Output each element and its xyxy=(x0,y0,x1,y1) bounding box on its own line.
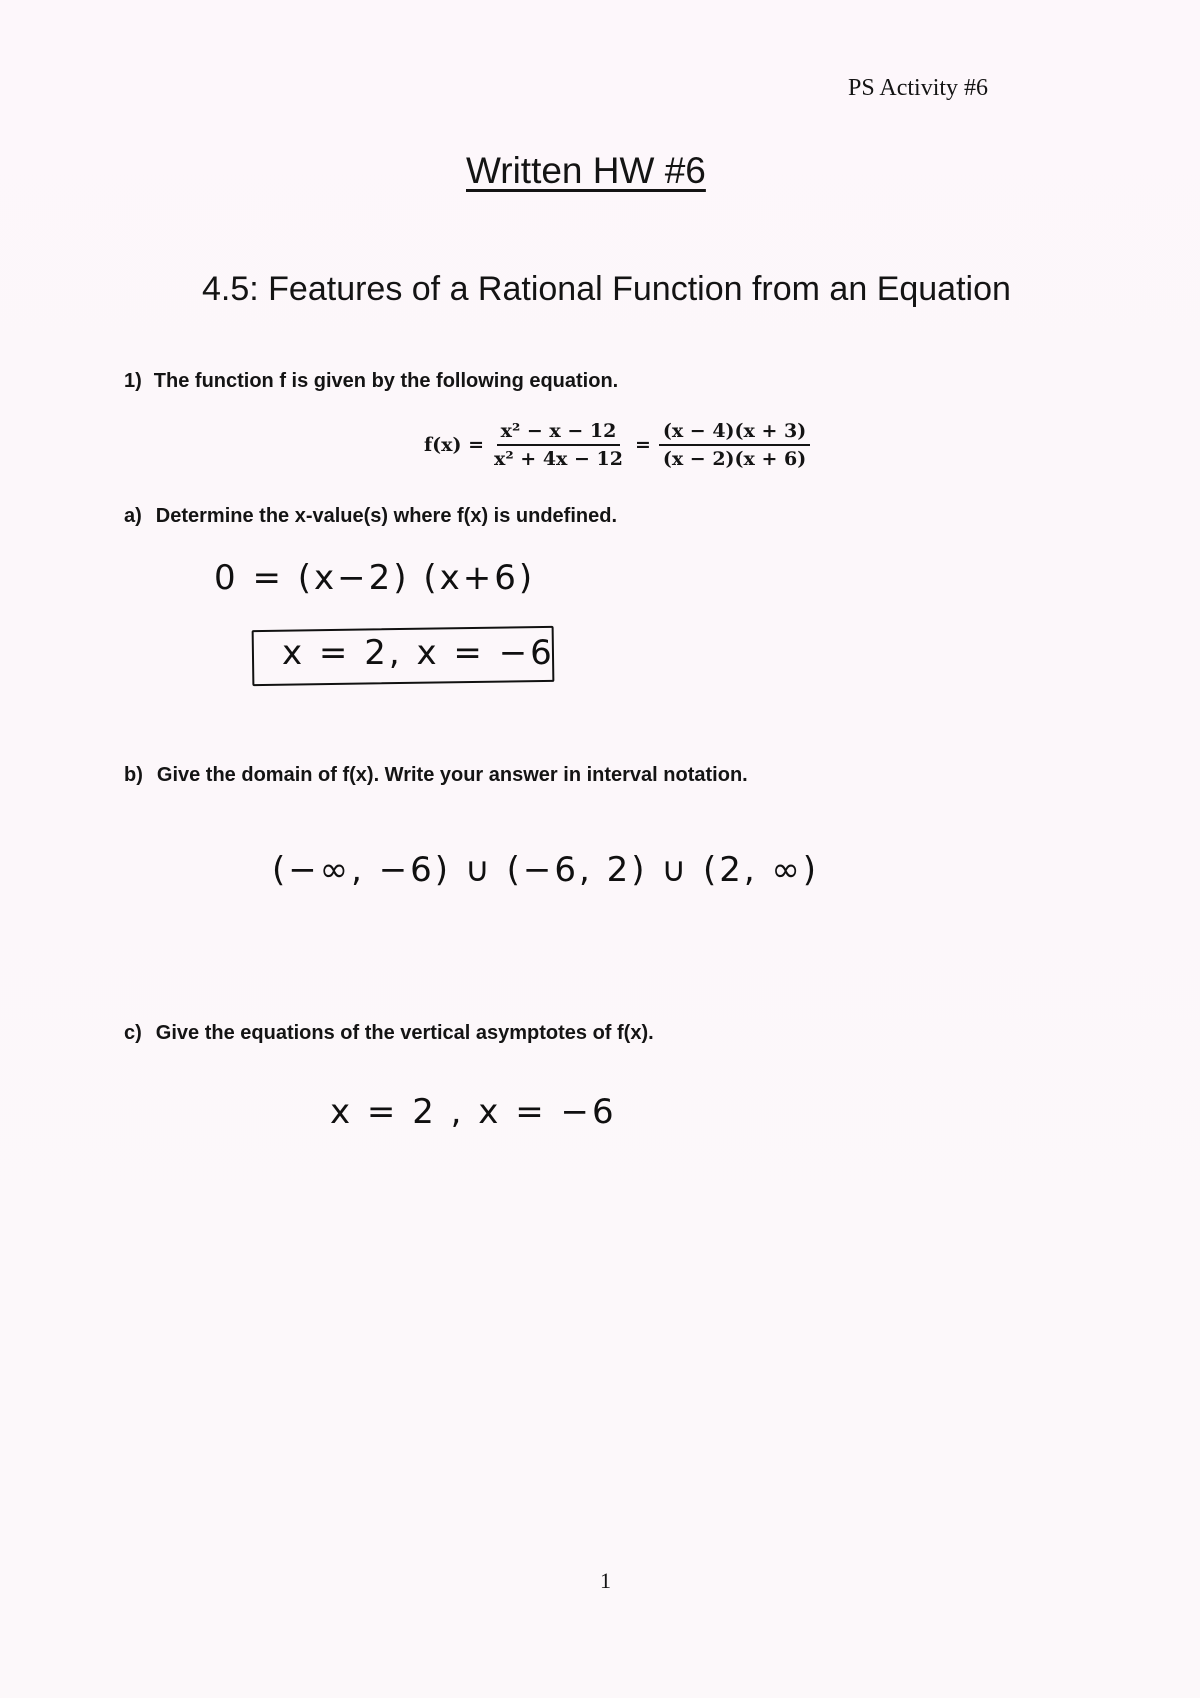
part-a-label: a) xyxy=(124,505,142,527)
part-a-text: Determine the x-value(s) where f(x) is undefined. xyxy=(155,505,618,527)
fraction-unfactored xyxy=(490,420,627,470)
part-b-prompt xyxy=(124,764,748,787)
fraction-factored xyxy=(659,420,810,470)
fraction-numerator: (x − 4)(x + 3) xyxy=(659,420,810,446)
part-c-answer: x = 2 , x = −6 xyxy=(330,1092,617,1132)
part-c-text: Give the equations of the vertical asymptotes of f(x). xyxy=(155,1022,654,1044)
fraction-denominator: x² + 4x − 12 xyxy=(494,448,623,470)
section-title: 4.5: Features of a Rational Function from an Equation xyxy=(202,270,1011,308)
question-1-prompt xyxy=(124,370,618,393)
part-a-work: 0 = (x−2) (x+6) xyxy=(214,558,536,598)
part-a-answer: x = 2, x = −6 xyxy=(282,633,555,673)
equals-sign: = xyxy=(634,434,651,456)
function-equation xyxy=(424,420,816,470)
activity-label: PS Activity #6 xyxy=(848,75,989,101)
question-text: The function f is given by the following equation. xyxy=(153,370,619,392)
page-title: Written HW #6 xyxy=(466,150,706,191)
page-number: 1 xyxy=(600,1568,611,1593)
fraction-numerator: x² − x − 12 xyxy=(497,420,621,446)
part-a-prompt xyxy=(124,505,617,528)
part-b-text: Give the domain of f(x). Write your answer in interval notation. xyxy=(156,764,748,786)
fraction-denominator: (x − 2)(x + 6) xyxy=(662,448,807,470)
part-c-prompt xyxy=(124,1022,654,1045)
question-number: 1) xyxy=(124,370,142,392)
part-b-label: b) xyxy=(124,764,143,786)
part-c-label: c) xyxy=(124,1022,142,1044)
equation-lhs: f(x) = xyxy=(424,434,485,456)
part-b-answer: (−∞, −6) ∪ (−6, 2) ∪ (2, ∞) xyxy=(272,850,820,890)
